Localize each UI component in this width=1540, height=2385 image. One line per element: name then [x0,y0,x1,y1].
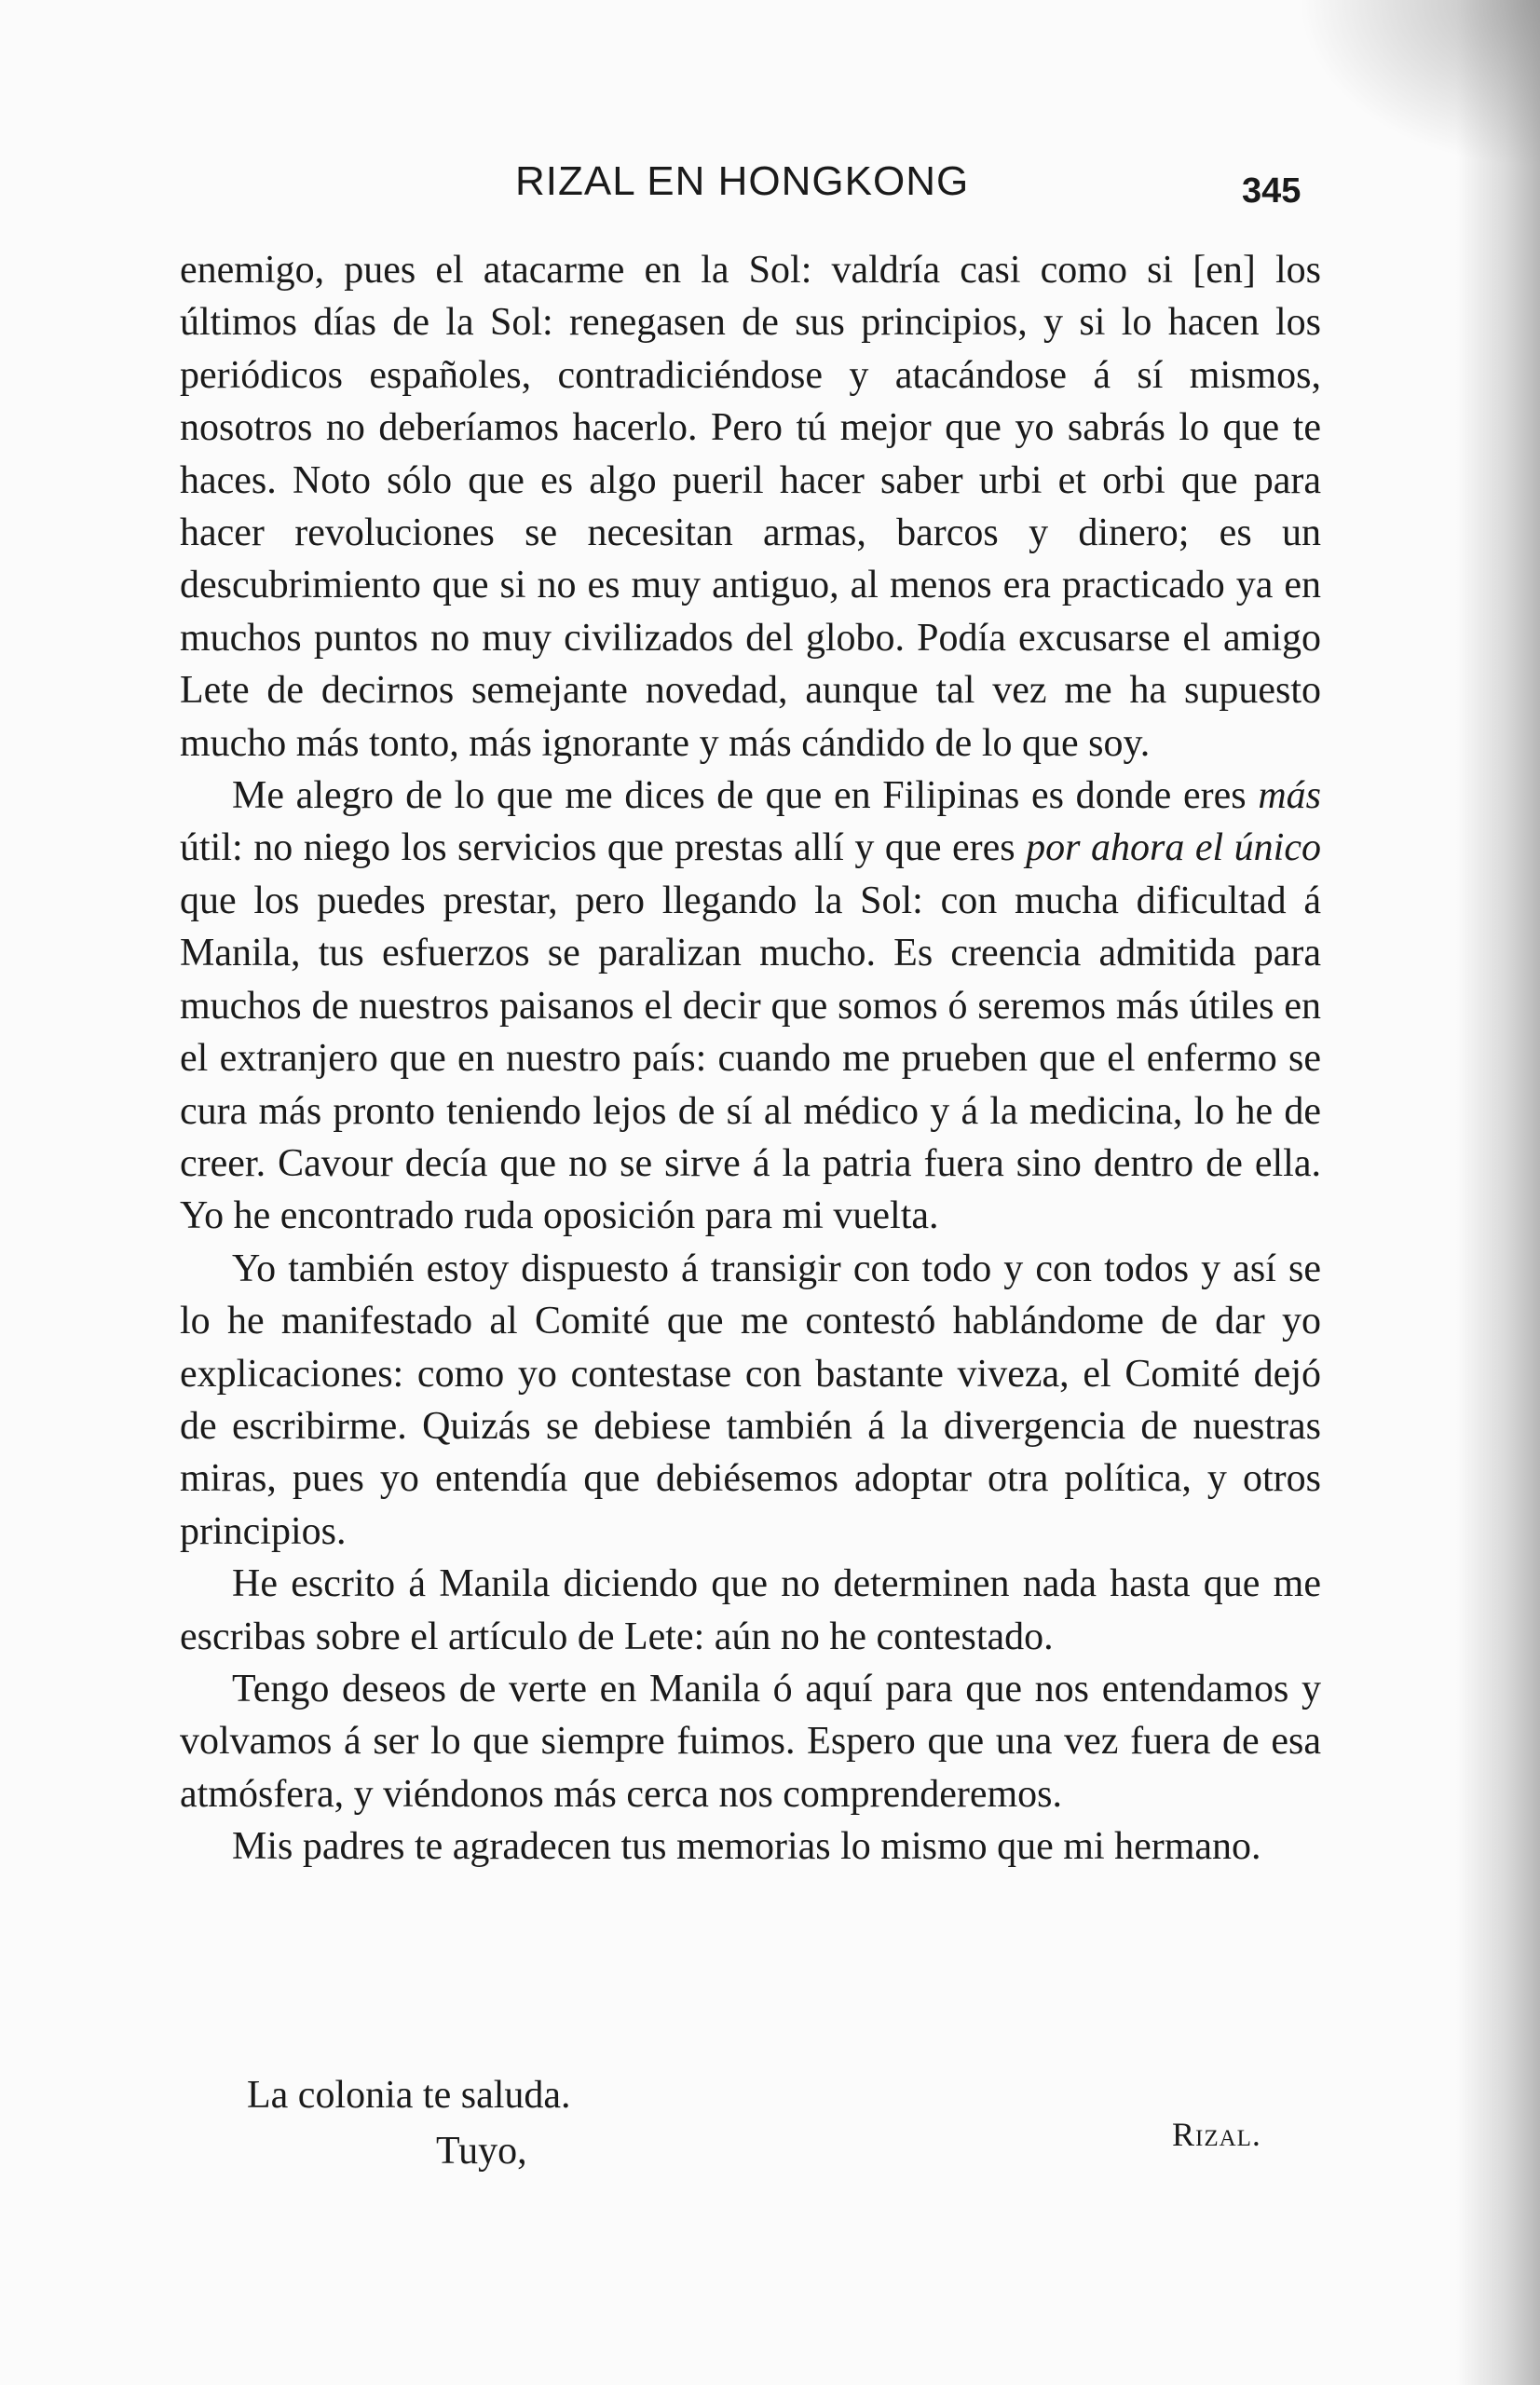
paragraph-text: Tengo deseos de verte en Manila ó aquí para que nos entendamos y volvamos á ser lo que siempre fuimos. Espero que una vez fuera de esa atmósfera, y viéndonos más cerca nos comprenderemos. [180,1667,1321,1816]
letter-closing [180,2073,1321,2203]
closing-greeting: La colonia te saluda. [247,2074,571,2117]
signature: Rizal. [1172,2116,1261,2153]
paragraph-text: Me alegro de lo que me dices de que en Filipinas es donde eres [232,774,1259,818]
italic-text: por ahora el único [1026,826,1321,870]
paragraph-text: enemigo, pues el atacarme en la Sol: valdría casi como si [en] los últimos días de la Sol: renegasen de sus principios, y si lo hacen los periódicos españoles, contradiciéndose y atacándose á sí mismos, nosotros no deberíamos hacerlo. Pero tú mejor que yo sabrás lo que te haces. Noto sólo que es algo pueril hacer saber urbi et orbi que para hacer revoluciones se necesitan armas, barcos y dinero; es un descubrimiento que si no es muy antiguo, al menos era practicado ya en muchos puntos no muy civilizados del globo. Podía excusarse el amigo Lete de decirnos semejante novedad, aunque tal vez me ha supuesto mucho más tonto, más ignorante y más cándido de lo que soy. [180,249,1321,765]
paragraph-text: Mis padres te agradecen tus memorias lo mismo que mi hermano. [232,1825,1261,1869]
paragraph-text: He escrito á Manila diciendo que no determinen nada hasta que me escribas sobre el artículo de Lete: aún no he contestado. [180,1562,1321,1658]
closing-valediction: Tuyo, [436,2130,527,2173]
paragraph-text: Yo también estoy dispuesto á transigir con todo y con todos y así se lo he manifestado al Comité que me contestó hablándome de dar yo explicaciones: como yo contestase con bastante viveza, el Comité dejó de escribirme. Quizás se debiese también á la divergencia de nuestras miras, pues yo entendía que debiésemos adoptar otra política, y otros principios. [180,1247,1321,1553]
running-title: RIZAL EN HONGKONG [515,158,970,204]
paragraph [180,1663,1321,1820]
page-header [0,149,1540,214]
paragraph [180,1558,1321,1663]
paragraph [180,1243,1321,1558]
paragraph-text: útil: no niego los servicios que prestas allí y que eres [180,826,1027,870]
paragraph [180,244,1321,770]
italic-text: más [1258,774,1321,818]
paragraph-text: que los puedes prestar, pero llegando la Sol: con mucha dificultad á Manila, tus esfuerzos se paralizan mucho. Es creencia admitida para muchos de nuestros paisanos el decir que somos ó seremos más útiles en el extranjero que en nuestro país: cuando me prueben que el enfermo se cura más pronto teniendo lejos de sí al médico y á la medicina, lo he de creer. Cavour decía que no se sirve á la patria fuera sino dentro de ella. Yo he encontrado ruda oposición para mi vuelta. [180,879,1321,1238]
paragraph [180,1820,1321,1873]
paragraph [180,770,1321,1243]
page-corner-shadow [1298,0,1540,168]
page-edge-shadow [1456,0,1540,2385]
page-number: 345 [1242,171,1302,211]
letter-body [180,244,1321,1874]
